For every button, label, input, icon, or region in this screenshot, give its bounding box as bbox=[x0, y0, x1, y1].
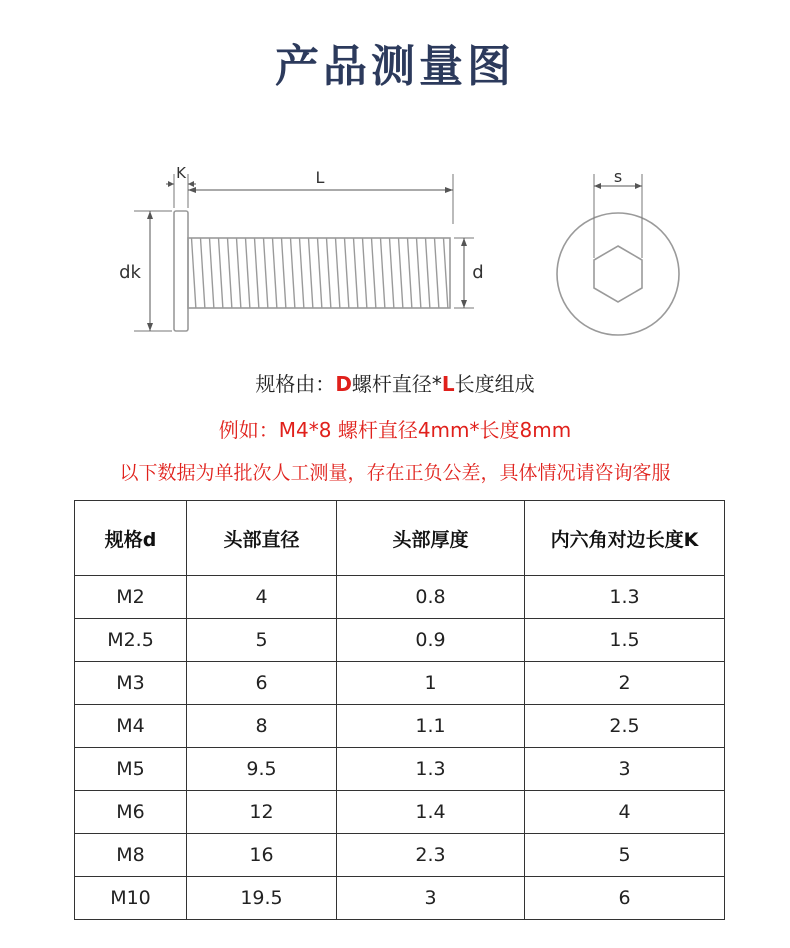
table-row bbox=[75, 576, 725, 619]
table-cell: 1 bbox=[337, 662, 525, 705]
spec-format-d: D bbox=[335, 372, 352, 396]
table-cell: 0.9 bbox=[337, 619, 525, 662]
table-cell: 3 bbox=[337, 877, 525, 920]
tolerance-note: 以下数据为单批次人工测量，存在正负公差，具体情况请咨询客服 bbox=[119, 462, 671, 484]
spec-table bbox=[74, 500, 725, 920]
table-cell: M4 bbox=[75, 705, 187, 748]
header-cell: 内六角对边长度K bbox=[525, 501, 725, 576]
table-row bbox=[75, 662, 725, 705]
table-cell: 5 bbox=[187, 619, 337, 662]
table-cell: 6 bbox=[525, 877, 725, 920]
spec-format-prefix: 规格由： bbox=[255, 372, 336, 396]
table-row bbox=[75, 834, 725, 877]
table-cell: 1.4 bbox=[337, 791, 525, 834]
table-cell: M8 bbox=[75, 834, 187, 877]
table-cell: M2.5 bbox=[75, 619, 187, 662]
label-dk: dk bbox=[119, 262, 141, 283]
table-cell: M6 bbox=[75, 791, 187, 834]
table-cell: 5 bbox=[525, 834, 725, 877]
header-cell: 头部直径 bbox=[187, 501, 337, 576]
table-cell: 16 bbox=[187, 834, 337, 877]
measurement-diagram bbox=[0, 150, 790, 340]
label-l: L bbox=[315, 168, 325, 187]
table-cell: 2 bbox=[525, 662, 725, 705]
screw-top-view bbox=[557, 167, 679, 335]
table-row bbox=[75, 705, 725, 748]
table-cell: M2 bbox=[75, 576, 187, 619]
table-cell: 12 bbox=[187, 791, 337, 834]
table-cell: M5 bbox=[75, 748, 187, 791]
table-cell: 1.5 bbox=[525, 619, 725, 662]
label-k: K bbox=[176, 164, 186, 182]
header-cell: 头部厚度 bbox=[337, 501, 525, 576]
table-cell: 1.1 bbox=[337, 705, 525, 748]
table-cell: 19.5 bbox=[187, 877, 337, 920]
table-cell: 1.3 bbox=[525, 576, 725, 619]
spec-format-l: L bbox=[441, 372, 455, 396]
table-row bbox=[75, 877, 725, 920]
table-header-row bbox=[75, 501, 725, 576]
table-cell: 3 bbox=[525, 748, 725, 791]
table-cell: 2.3 bbox=[337, 834, 525, 877]
page-title: 产品测量图 bbox=[275, 41, 515, 92]
screw-head bbox=[174, 211, 188, 331]
screw-side-view bbox=[119, 164, 484, 331]
spec-format-note bbox=[0, 368, 790, 397]
table-cell: 1.3 bbox=[337, 748, 525, 791]
table-row bbox=[75, 619, 725, 662]
table-cell: 8 bbox=[187, 705, 337, 748]
table-cell: 2.5 bbox=[525, 705, 725, 748]
table-cell: M10 bbox=[75, 877, 187, 920]
table-cell: 9.5 bbox=[187, 748, 337, 791]
table-cell: 4 bbox=[525, 791, 725, 834]
table-cell: 6 bbox=[187, 662, 337, 705]
label-d: d bbox=[472, 262, 484, 283]
table-cell: 0.8 bbox=[337, 576, 525, 619]
spec-format-suffix: 长度组成 bbox=[454, 372, 535, 396]
label-s: s bbox=[613, 167, 623, 186]
spec-format-mid: 螺杆直径* bbox=[351, 372, 442, 396]
table-row bbox=[75, 748, 725, 791]
table-cell: M3 bbox=[75, 662, 187, 705]
header-cell: 规格d bbox=[75, 501, 187, 576]
screw-shank bbox=[188, 238, 450, 308]
spec-example: 例如：M4*8 螺杆直径4mm*长度8mm bbox=[218, 418, 572, 442]
table-cell: 4 bbox=[187, 576, 337, 619]
table-row bbox=[75, 791, 725, 834]
